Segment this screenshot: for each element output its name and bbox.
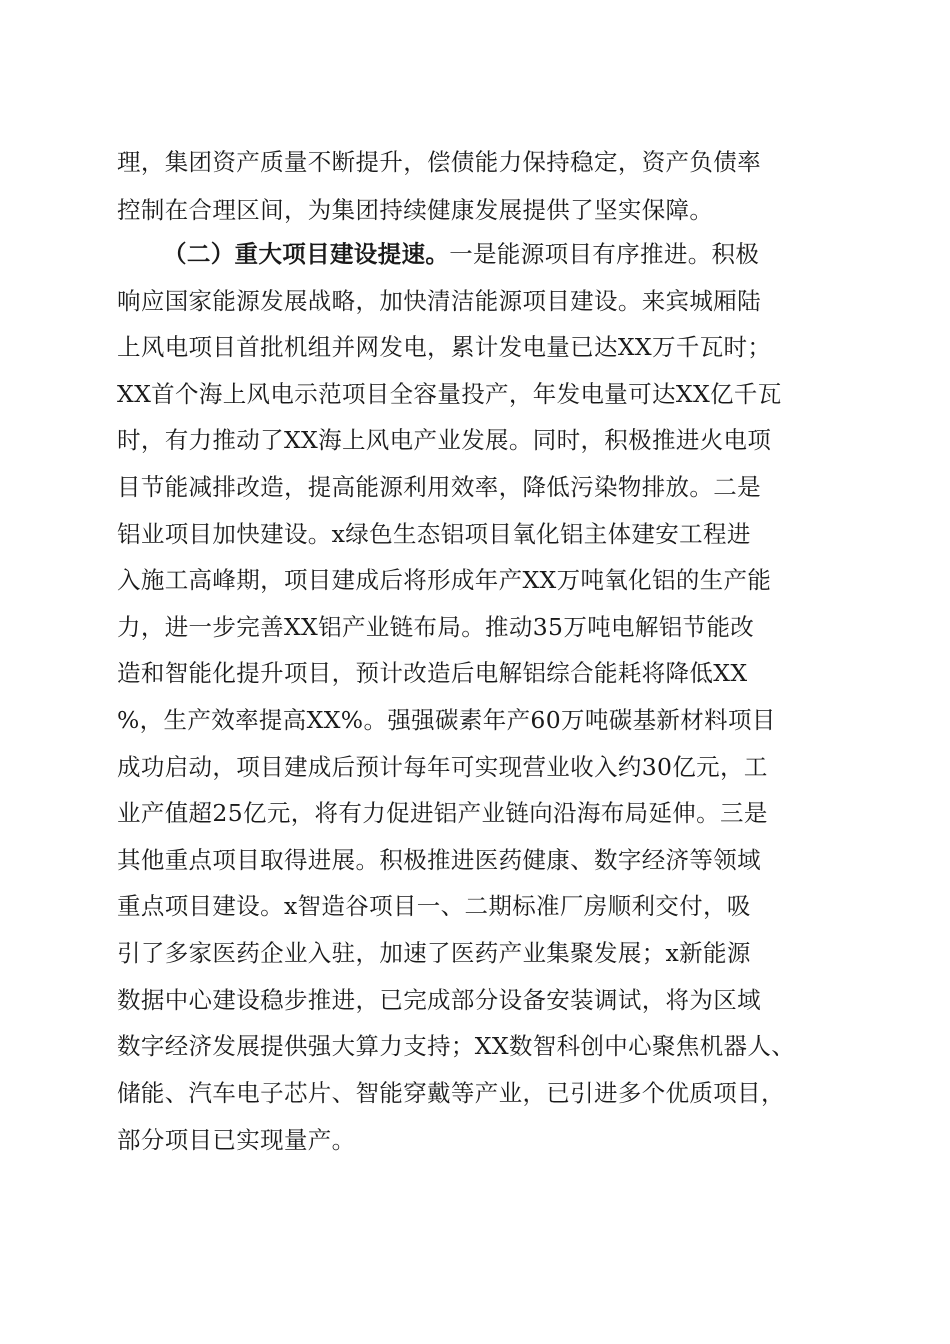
paragraph-line: 储能、汽车电子芯片、智能穿戴等产业，已引进多个优质项目，: [117, 1079, 785, 1107]
paragraph-line: 数字经济发展提供强大算力支持；XX数智科创中心聚焦机器人、: [117, 1032, 796, 1060]
paragraph-line: 业产值超25亿元，将有力促进铝产业链向沿海布局延伸。三是: [117, 799, 768, 827]
paragraph-line: 引了多家医药企业入驻，加速了医药产业集聚发展；x新能源: [117, 939, 751, 967]
section-heading-line: [163, 234, 837, 274]
paragraph-line: 其他重点项目取得进展。积极推进医药健康、数字经济等领域: [117, 846, 761, 874]
paragraph-line: 响应国家能源发展战略，加快清洁能源项目建设。来宾城厢陆: [117, 287, 761, 315]
paragraph-line: %，生产效率提高XX%。强强碳素年产60万吨碳基新材料项目: [117, 706, 776, 734]
paragraph-line: 造和智能化提升项目，预计改造后电解铝综合能耗将降低XX: [117, 659, 748, 687]
paragraph-line: 力，进一步完善XX铝产业链布局。推动35万吨电解铝节能改: [117, 613, 755, 641]
paragraph-line: 目节能减排改造，提高能源利用效率，降低污染物排放。二是: [117, 473, 761, 501]
paragraph-line: 部分项目已实现量产。: [117, 1126, 356, 1154]
paragraph-line: 时，有力推动了XX海上风电产业发展。同时，积极推进火电项: [117, 426, 772, 454]
paragraph-line: 铝业项目加快建设。x绿色生态铝项目氧化铝主体建安工程进: [117, 520, 751, 548]
paragraph-line: 上风电项目首批机组并网发电，累计发电量已达XX万千瓦时；: [117, 333, 772, 361]
paragraph-line: 成功启动，项目建成后预计每年可实现营业收入约30亿元，工: [117, 753, 768, 781]
paragraph-line: XX首个海上风电示范项目全容量投产，年发电量可达XX亿千瓦: [117, 380, 782, 408]
paragraph-line: 重点项目建设。x智造谷项目一、二期标准厂房顺利交付，吸: [117, 892, 751, 920]
paragraph-line: 理，集团资产质量不断提升，偿债能力保持稳定，资产负债率: [117, 148, 761, 176]
section-heading: （二）重大项目建设提速。: [163, 240, 450, 268]
paragraph-line: 数据中心建设稳步推进，已完成部分设备安装调试，将为区域: [117, 986, 761, 1014]
paragraph-line: 控制在合理区间，为集团持续健康发展提供了坚实保障。: [117, 196, 714, 224]
paragraph-line: 入施工高峰期，项目建成后将形成年产XX万吨氧化铝的生产能: [117, 566, 772, 594]
section-intro: 一是能源项目有序推进。积极: [449, 240, 760, 268]
